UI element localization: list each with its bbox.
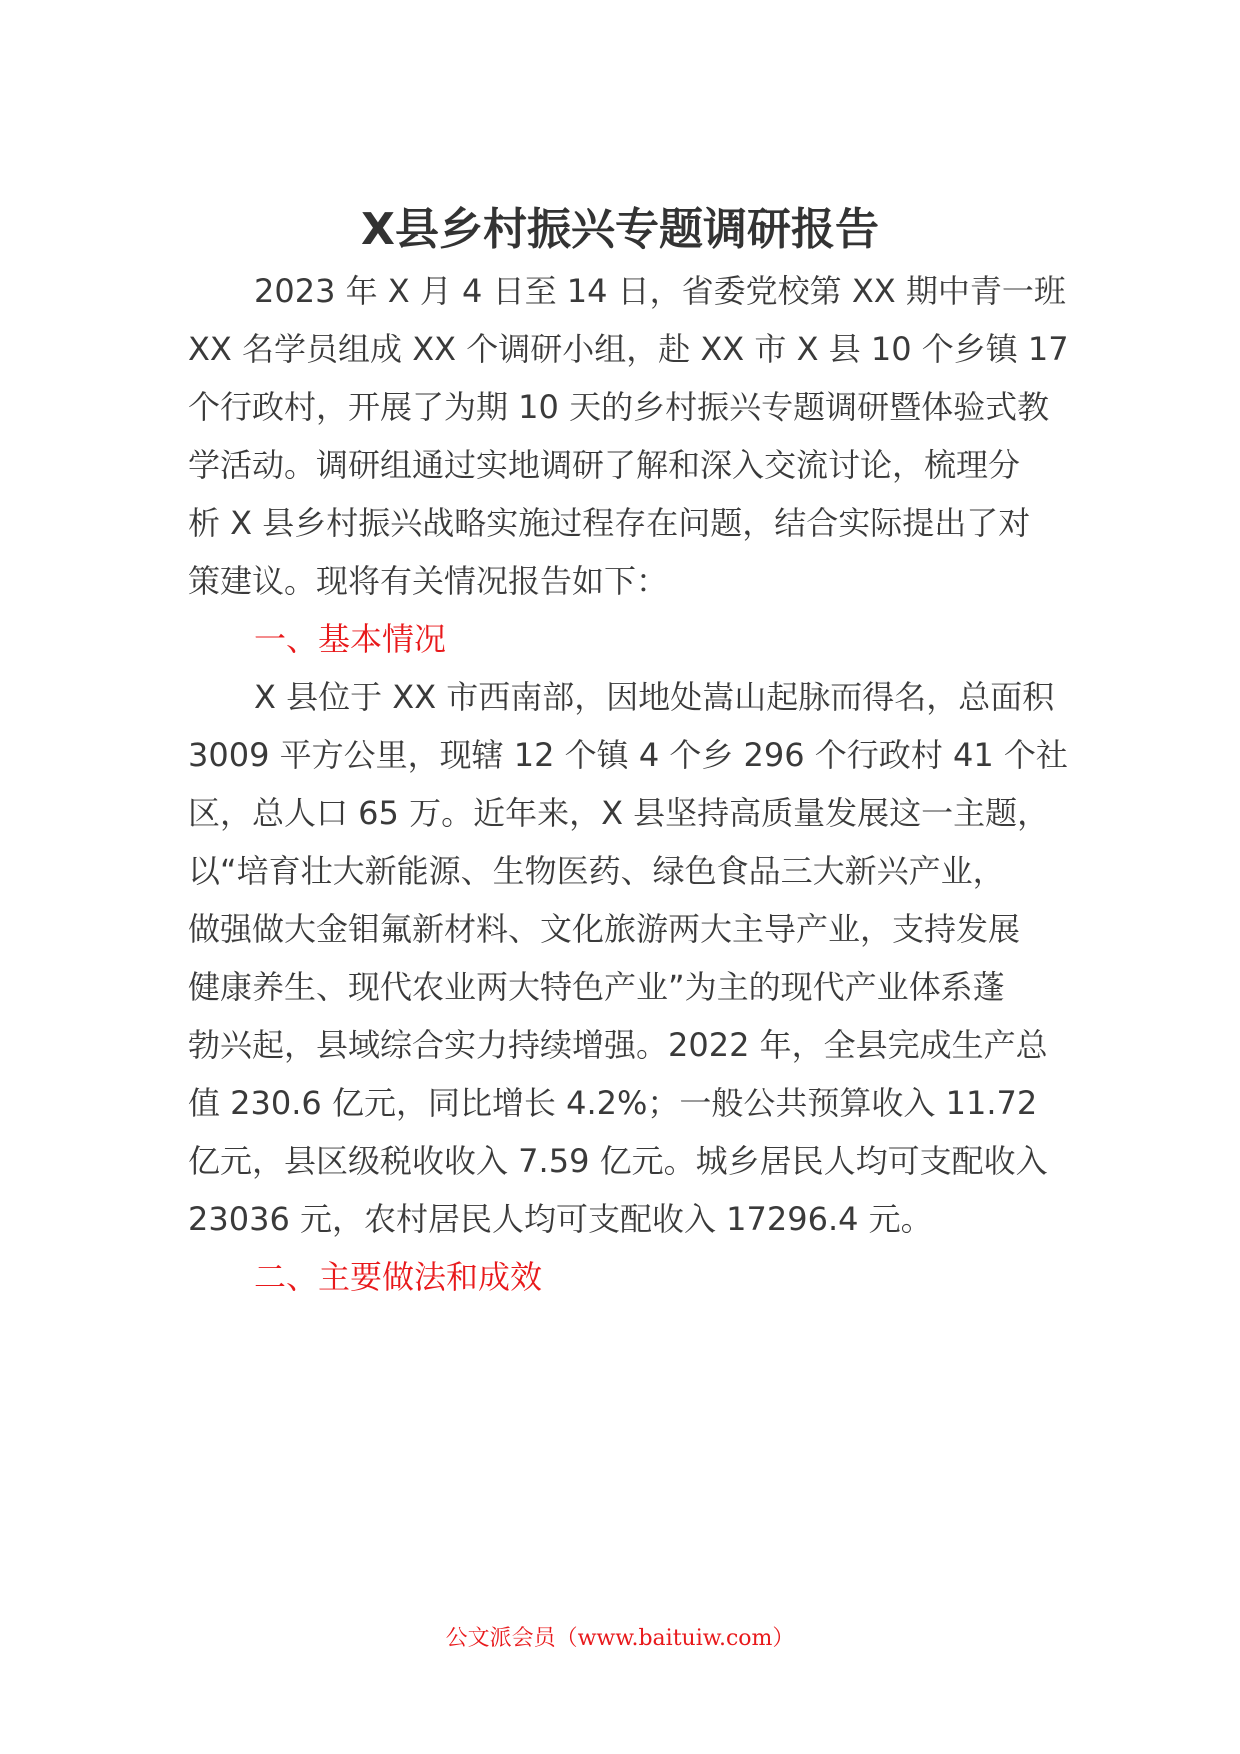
footer-watermark: 公文派会员（www.baituiw.com）	[445, 1626, 795, 1651]
section-heading-basic-situation: 一、基本情况	[254, 620, 447, 658]
intro-paragraph-line: 个行政村，开展了为期 10 天的乡村振兴专题调研暨体验式教	[188, 388, 1050, 426]
page-title: X县乡村振兴专题调研报告	[361, 204, 879, 255]
section1-paragraph-line: 值 230.6 亿元，同比增长 4.2%；一般公共预算收入 11.72	[188, 1084, 1038, 1122]
section1-paragraph-line: X 县位于 XX 市西南部，因地处嵩山起脉而得名，总面积	[254, 678, 1055, 716]
section1-paragraph-line: 3009 平方公里，现辖 12 个镇 4 个乡 296 个行政村 41 个社	[188, 736, 1068, 774]
section1-paragraph-line: 健康养生、现代农业两大特色产业”为主的现代产业体系蓬	[188, 968, 1005, 1006]
section1-paragraph-line: 23036 元，农村居民人均可支配收入 17296.4 元。	[188, 1200, 933, 1238]
intro-paragraph-line: XX 名学员组成 XX 个调研小组，赴 XX 市 X 县 10 个乡镇 17	[188, 330, 1069, 368]
section1-paragraph-line: 以“培育壮大新能源、生物医药、绿色食品三大新兴产业，	[188, 852, 1005, 890]
section1-paragraph-line: 勃兴起，县域综合实力持续增强。2022 年，全县完成生产总	[188, 1026, 1048, 1064]
section1-paragraph-line: 做强做大金钼氟新材料、文化旅游两大主导产业，支持发展	[188, 910, 1021, 948]
section1-paragraph-line: 亿元，县区级税收收入 7.59 亿元。城乡居民人均可支配收入	[188, 1142, 1048, 1180]
intro-paragraph-line: 析 X 县乡村振兴战略实施过程存在问题，结合实际提出了对	[188, 504, 1031, 542]
intro-paragraph-line: 2023 年 X 月 4 日至 14 日，省委党校第 XX 期中青一班	[254, 272, 1066, 310]
intro-paragraph-line: 学活动。调研组通过实地调研了解和深入交流讨论，梳理分	[188, 446, 1021, 484]
intro-paragraph-line: 策建议。现将有关情况报告如下：	[188, 562, 669, 600]
section1-paragraph-line: 区，总人口 65 万。近年来，X 县坚持高质量发展这一主题，	[188, 794, 1050, 832]
section-heading-main-practices: 二、主要做法和成效	[254, 1258, 543, 1296]
